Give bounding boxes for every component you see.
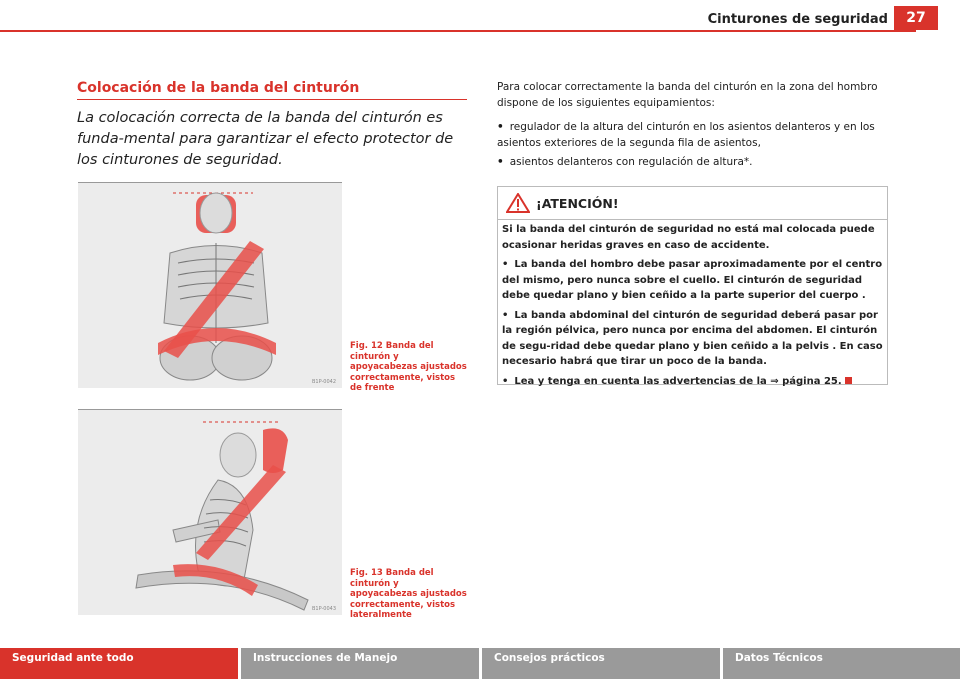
warning-item <box>502 374 883 390</box>
bullet-icon: • <box>502 375 509 387</box>
warning-body <box>498 220 887 389</box>
figure-caption-12: Fig. 12 Banda del cinturón y apoyacabezas ajustados correctamente, vistos de frente <box>350 341 467 393</box>
front-skeleton-illustration <box>78 183 342 388</box>
figure-code: B1P-0042 <box>311 379 336 385</box>
warning-title: ¡ATENCIÓN! <box>536 196 619 211</box>
tab-consejos[interactable]: Consejos prácticos <box>482 648 720 679</box>
figure-code: B1P-0043 <box>311 606 336 612</box>
tab-datos-tecnicos[interactable]: Datos Técnicos <box>723 648 960 679</box>
body-paragraph: Para colocar correctamente la banda del cinturón en la zona del hombro dispone de los siguientes equipamientos: <box>497 81 878 109</box>
page-reference-link[interactable]: Lea y tenga en cuenta las advertencias de la ⇒ página 25. <box>514 375 842 387</box>
page-number: 27 <box>894 6 938 30</box>
bullet-icon: • <box>502 309 509 321</box>
warning-intro: Si la banda del cinturón de seguridad no está mal colocada puede ocasionar heridas graves en caso de accidente. <box>502 224 875 251</box>
figure-side-view <box>78 409 342 615</box>
section-rule <box>77 99 467 100</box>
equipment-list <box>497 120 887 175</box>
list-item: • asientos delanteros con regulación de altura*. <box>497 156 753 168</box>
figure-caption-13: Fig. 13 Banda del cinturón y apoyacabezas ajustados correctamente, vistos lateralmente <box>350 568 467 620</box>
bullet-icon: • <box>497 156 504 168</box>
warning-header <box>498 187 887 220</box>
warning-triangle-icon <box>506 193 530 213</box>
header-rule <box>0 30 916 32</box>
page-header <box>0 0 960 30</box>
figure-front-view <box>78 182 342 388</box>
list-item: • regulador de la altura del cinturón en los asientos delanteros y en los asientos exteriores de la segunda fila de asientos, <box>497 121 875 149</box>
warning-box <box>497 186 888 385</box>
tab-instrucciones[interactable]: Instrucciones de Manejo <box>241 648 479 679</box>
bullet-icon: • <box>502 259 509 270</box>
section-title: Colocación de la banda del cinturón <box>77 80 360 96</box>
bullet-icon: • <box>497 121 504 133</box>
end-marker-icon <box>845 377 852 384</box>
chapter-title: Cinturones de seguridad <box>707 12 888 27</box>
side-skeleton-illustration <box>78 410 342 615</box>
warning-item: • La banda del hombro debe pasar aproximadamente por el centro del mismo, pero nunca sobre el cuello. El cinturón de seguridad debe quedar plano y bien ceñido a la parte superior del cuerpo . <box>502 259 883 301</box>
warning-item: • La banda abdominal del cinturón de seguridad deberá pasar por la región pélvica, pero nunca por encima del abdomen. El cinturón de segu-ridad debe quedar plano y bien ceñido a la pelvis . En caso necesario habrá que tirar un poco de la banda. <box>502 309 883 367</box>
section-intro: La colocación correcta de la banda del cinturón es funda-mental para garantizar el efecto protector de los cinturones de seguridad. <box>77 110 454 168</box>
tab-seguridad[interactable]: Seguridad ante todo <box>0 648 238 679</box>
footer-nav <box>0 648 960 679</box>
